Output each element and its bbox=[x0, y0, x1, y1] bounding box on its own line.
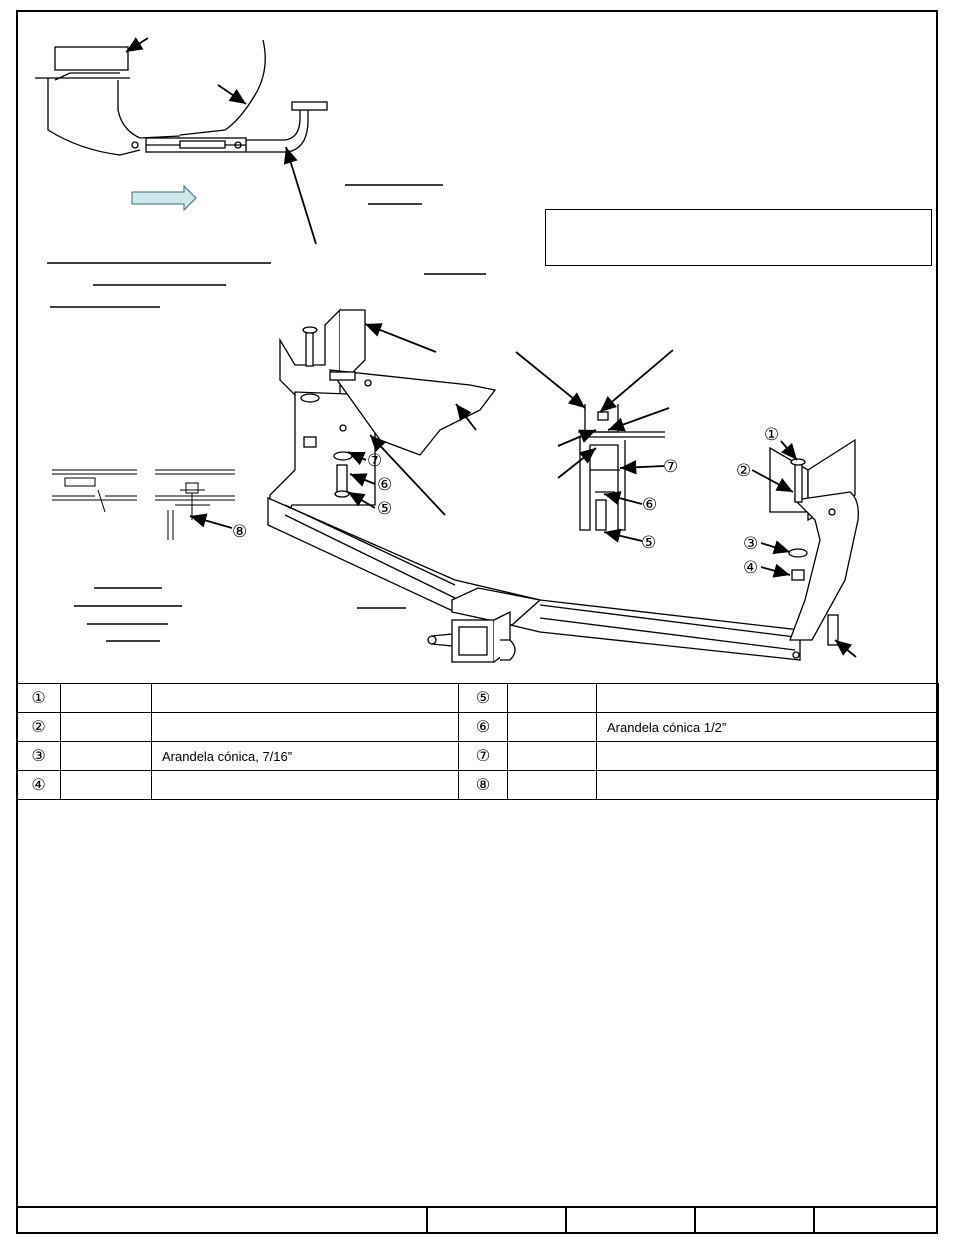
table-row bbox=[17, 713, 939, 742]
part-number: ① bbox=[17, 684, 61, 713]
part-number: ⑥ bbox=[459, 713, 508, 742]
footer-cell bbox=[16, 1208, 428, 1234]
callout-3: ③ bbox=[743, 534, 759, 554]
part-qty bbox=[61, 742, 152, 771]
parts-table bbox=[16, 683, 939, 800]
table-row bbox=[17, 771, 939, 800]
footer-cell bbox=[428, 1208, 567, 1234]
part-description bbox=[597, 684, 939, 713]
footer-cell bbox=[696, 1208, 815, 1234]
callout-7-left: ⑦ bbox=[367, 451, 383, 471]
part-qty bbox=[508, 684, 597, 713]
part-number: ② bbox=[17, 713, 61, 742]
part-number: ⑦ bbox=[459, 742, 508, 771]
part-number: ⑧ bbox=[459, 771, 508, 800]
part-description bbox=[152, 684, 459, 713]
part-qty bbox=[508, 742, 597, 771]
footer-cell bbox=[567, 1208, 696, 1234]
callout-2: ② bbox=[736, 461, 752, 481]
part-number: ⑤ bbox=[459, 684, 508, 713]
part-qty bbox=[61, 713, 152, 742]
callout-7-mid: ⑦ bbox=[663, 457, 679, 477]
callout-5-mid: ⑤ bbox=[641, 533, 657, 553]
part-qty bbox=[508, 713, 597, 742]
part-number: ④ bbox=[17, 771, 61, 800]
part-qty bbox=[61, 684, 152, 713]
note-box bbox=[545, 209, 932, 266]
frame-detail-figure bbox=[52, 470, 235, 540]
table-row bbox=[17, 684, 939, 713]
part-number: ③ bbox=[17, 742, 61, 771]
part-description bbox=[152, 771, 459, 800]
part-qty bbox=[508, 771, 597, 800]
side-view-figure bbox=[35, 40, 327, 155]
footer-bar bbox=[16, 1206, 938, 1234]
callout-4: ④ bbox=[743, 558, 759, 578]
part-description bbox=[597, 771, 939, 800]
direction-arrow-icon bbox=[132, 186, 196, 210]
part-description: Arandela cónica 1/2” bbox=[597, 713, 939, 742]
callout-5-left: ⑤ bbox=[377, 499, 393, 519]
table-row bbox=[17, 742, 939, 771]
callout-6-mid: ⑥ bbox=[642, 495, 658, 515]
part-qty bbox=[61, 771, 152, 800]
callout-1: ① bbox=[764, 425, 780, 445]
callout-8: ⑧ bbox=[232, 522, 248, 542]
part-description bbox=[597, 742, 939, 771]
footer-cell bbox=[815, 1208, 934, 1234]
callout-6-left: ⑥ bbox=[377, 475, 393, 495]
part-description bbox=[152, 713, 459, 742]
part-description: Arandela cónica, 7/16” bbox=[152, 742, 459, 771]
hitch-figure bbox=[268, 310, 858, 662]
